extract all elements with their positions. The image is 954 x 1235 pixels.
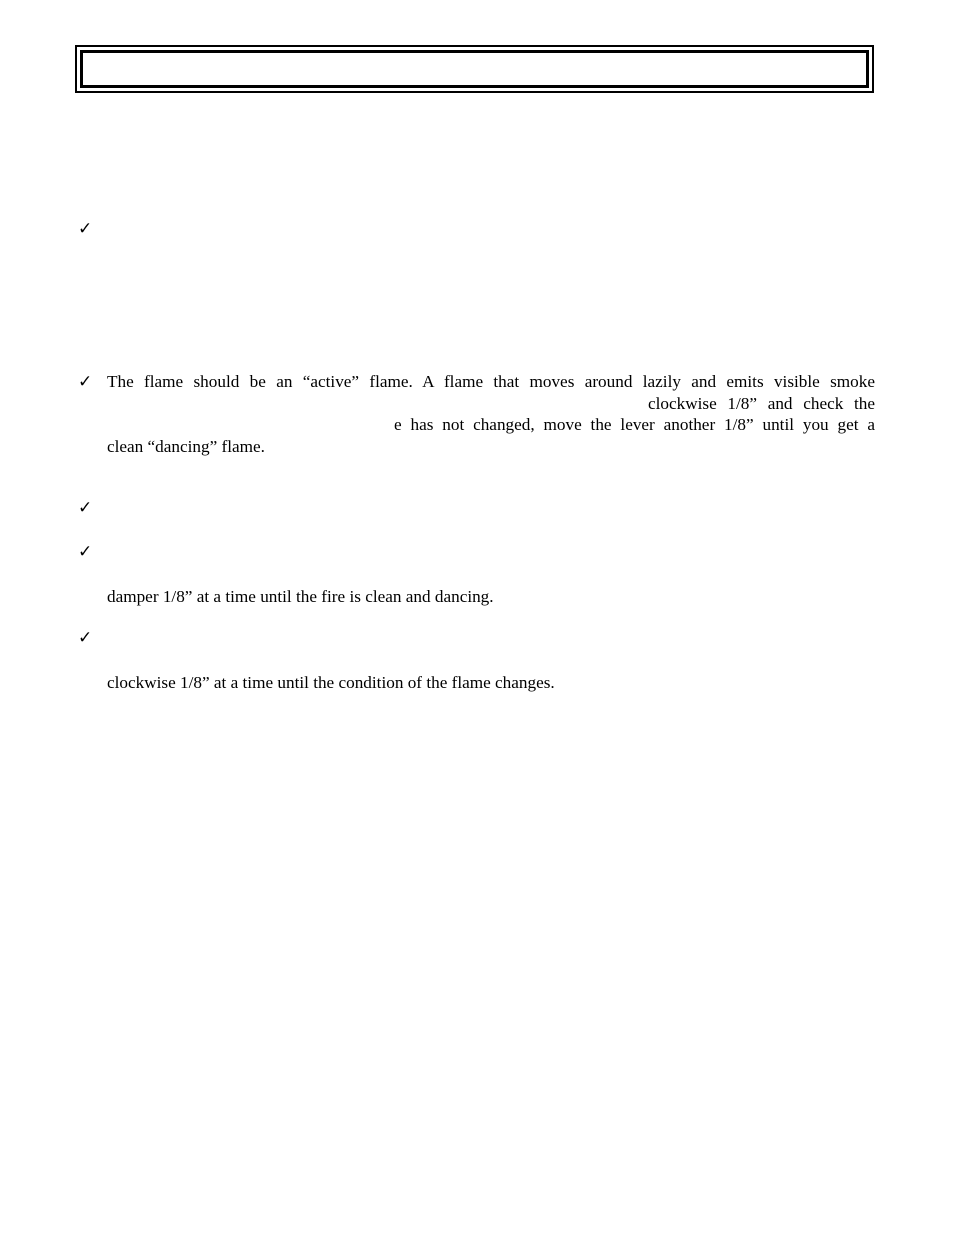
section-title-box xyxy=(75,45,874,93)
clockwise-paragraph-last-line: clockwise 1/8” at a time until the condition of the flame changes. xyxy=(107,673,555,692)
checkmark-icon: ✓ xyxy=(78,498,93,518)
checkmark-icon: ✓ xyxy=(78,628,93,648)
flame-paragraph-line-1: The flame should be an “active” flame. A flame that moves around lazily and emits visible smoke xyxy=(107,372,875,391)
checkmark-icon: ✓ xyxy=(78,219,93,239)
damper-paragraph-last-line: damper 1/8” at a time until the fire is clean and dancing. xyxy=(107,587,494,606)
section-title-box-inner xyxy=(80,50,869,88)
flame-paragraph-line-3: e has not changed, move the lever another 1/8” until you get a xyxy=(394,415,875,434)
flame-paragraph-line-4: clean “dancing” flame. xyxy=(107,437,265,456)
checkmark-icon: ✓ xyxy=(78,372,93,392)
flame-paragraph-line-2: clockwise 1/8” and check the xyxy=(648,394,875,413)
checkmark-icon: ✓ xyxy=(78,542,93,562)
